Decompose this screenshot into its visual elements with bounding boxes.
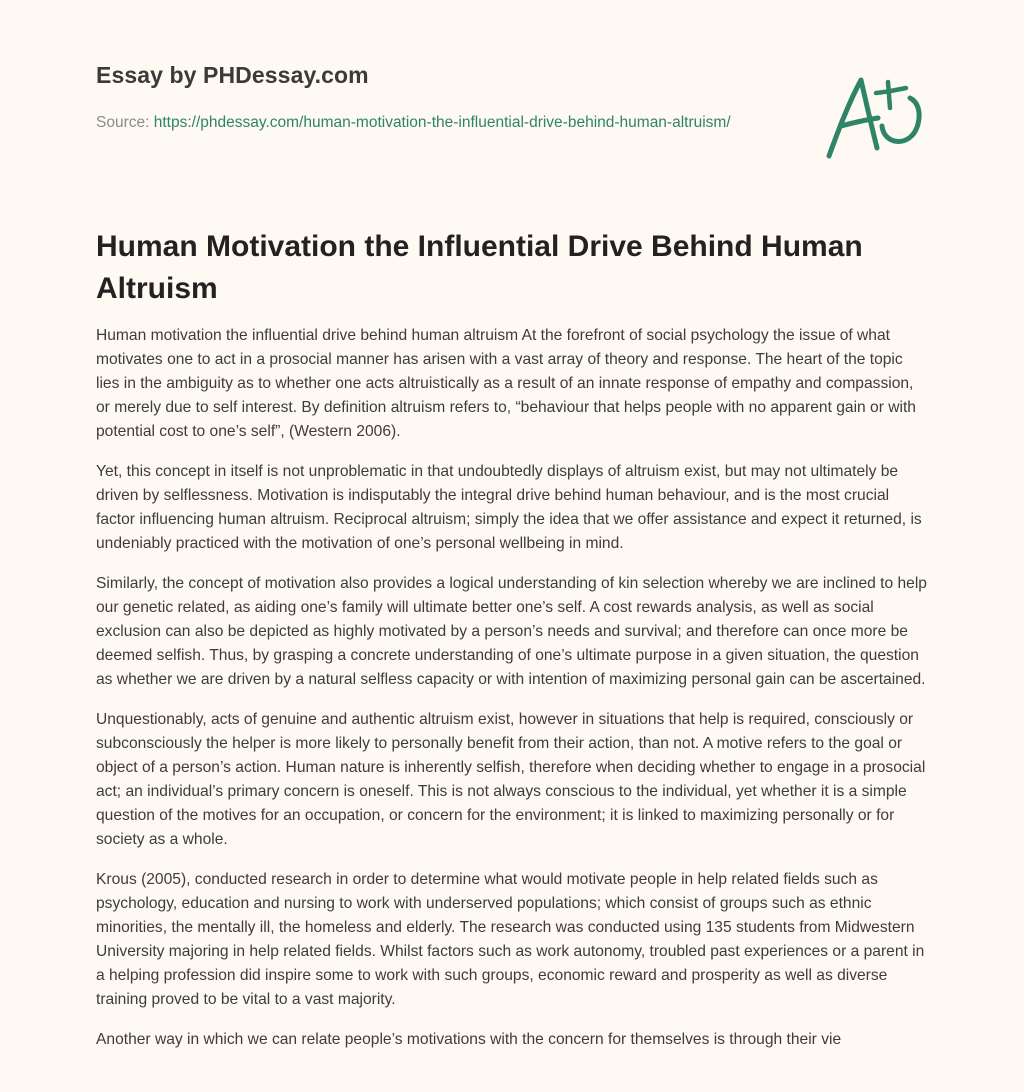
essay-paragraph: Unquestionably, acts of genuine and authentic altruism exist, however in situations that help is required, consciously or subconsciously the helper is more likely to personally benefit from their action, than not. A motive refers to the goal or object of a person’s action. Human nature is inherently selfish, therefore when deciding whether to engage in a prosocial act; an individual’s primary concern is oneself. This is not always conscious to the individual, yet whether it is a simple question of the motives for an occupation, or concern for the environment; it is linked to maximizing personally or for society as a whole. [96,711,926,848]
essay-paragraph: Similarly, the concept of motivation also provides a logical understanding of kin selection whereby we are inclined to help our genetic related, as aiding one’s family will ultimate better one’s self. A cost rewards analysis, as well as social exclusion can also be depicted as highly motivated by a person’s needs and survival; and therefore can once more be deemed selfish. Thus, by grasping a concrete understanding of one’s ultimate purpose in a given situation, the question as whether we are driven by a natural selfless capacity or with intention of maximizing personal gain can be ascertained. [96,575,927,688]
essay-paragraph: Krous (2005), conducted research in order to determine what would motivate people in help related fields such as psychology, education and nursing to work with underserved populations; which consist of groups such as ethnic minorities, the mentally ill, the homeless and elderly. The research was conducted using 135 students from Midwestern University majoring in help related fields. Whilst factors such as work autonomy, troubled past experiences or a parent in a helping profession did inspire some to work with such groups, economic reward and prosperity as well as diverse training proved to be vital to a vast majority. [96,871,925,1008]
source-line [96,112,756,134]
essay-paragraph: Another way in which we can relate people’s motivations with the concern for themselves is through their vie [96,1031,842,1048]
essay-title: Human Motivation the Influential Drive Behind Human Altruism [96,230,863,305]
source-link[interactable]: https://phdessay.com/human-motivation-the-influential-drive-behind-human-altruism/ [153,114,731,131]
site-brand: Essay by PHDessay.com [96,62,369,88]
essay-paragraph: Yet, this concept in itself is not unproblematic in that undoubtedly displays of altruism exist, but may not ultimately be driven by selflessness. Motivation is indisputably the integral drive behind human behaviour, and is the most crucial factor influencing human altruism. Reciprocal altruism; simply the idea that we offer assistance and expect it returned, is undeniably practiced with the motivation of one’s personal wellbeing in mind. [96,463,922,552]
essay-body [96,324,928,1068]
source-label: Source: [96,114,154,131]
essay-paragraph: Human motivation the influential drive behind human altruism At the forefront of social psychology the issue of what motivates one to act in a prosocial manner has arisen with a vast array of theory and response. The heart of the topic lies in the ambiguity as to whether one acts altruistically as a result of an innate response of empathy and compassion, or merely due to self interest. By definition altruism refers to, “behaviour that helps people with no apparent gain or with potential cost to one’s self”, (Western 2006). [96,327,916,440]
a-plus-logo-icon [822,68,932,164]
